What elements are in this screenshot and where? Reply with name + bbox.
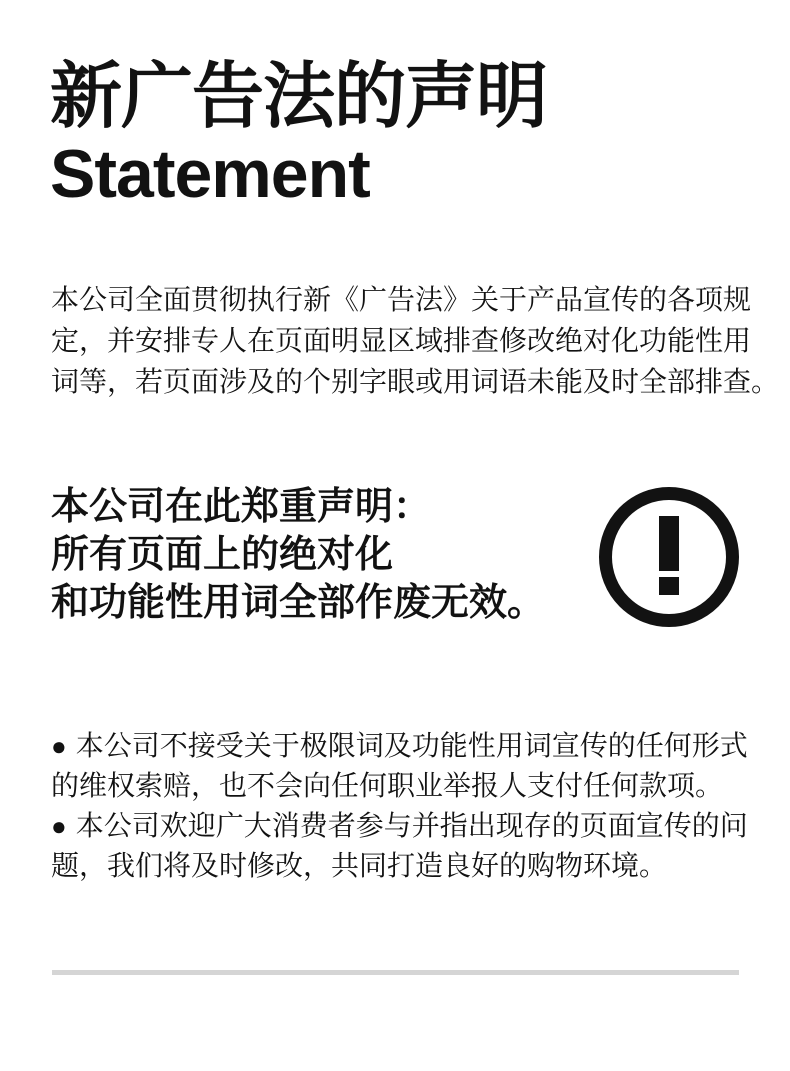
bottom-divider <box>52 970 739 975</box>
bullet-list <box>51 726 748 886</box>
page-title-zh: 新广告法的声明 <box>50 57 548 137</box>
bullet-icon: ● <box>51 811 67 841</box>
declaration-line-2: 所有页面上的绝对化 <box>51 534 394 576</box>
intro-line-3: 词等，若页面涉及的个别字眼或用词语未能及时全部排查。 <box>51 366 780 397</box>
bullet-icon: ● <box>51 731 67 761</box>
bullet-item-1-line-2: 的维权索赔，也不会向任何职业举报人支付任何款项。 <box>51 770 724 801</box>
intro-line-2: 定，并安排专人在页面明显区域排查修改绝对化功能性用 <box>51 325 752 356</box>
exclamation-circle-icon <box>598 486 742 630</box>
bullet-item-2-text: 本公司欢迎广大消费者参与并指出现存的页面宣传的问 <box>75 810 748 841</box>
intro-paragraph <box>51 279 779 402</box>
bullet-item-1-text: 本公司不接受关于极限词及功能性用词宣传的任何形式 <box>75 730 748 761</box>
declaration-heading <box>51 483 545 627</box>
intro-line-1: 本公司全面贯彻执行新《广告法》关于产品宣传的各项规 <box>51 284 752 315</box>
declaration-line-1: 本公司在此郑重声明： <box>51 486 432 528</box>
declaration-line-3: 和功能性用词全部作废无效。 <box>51 582 546 624</box>
bullet-item-2-line-1 <box>51 806 748 846</box>
bullet-item-1-line-1 <box>51 726 748 766</box>
bullet-item-2-line-2: 题，我们将及时修改，共同打造良好的购物环境。 <box>51 850 668 881</box>
page-title-en: Statement <box>50 136 370 212</box>
